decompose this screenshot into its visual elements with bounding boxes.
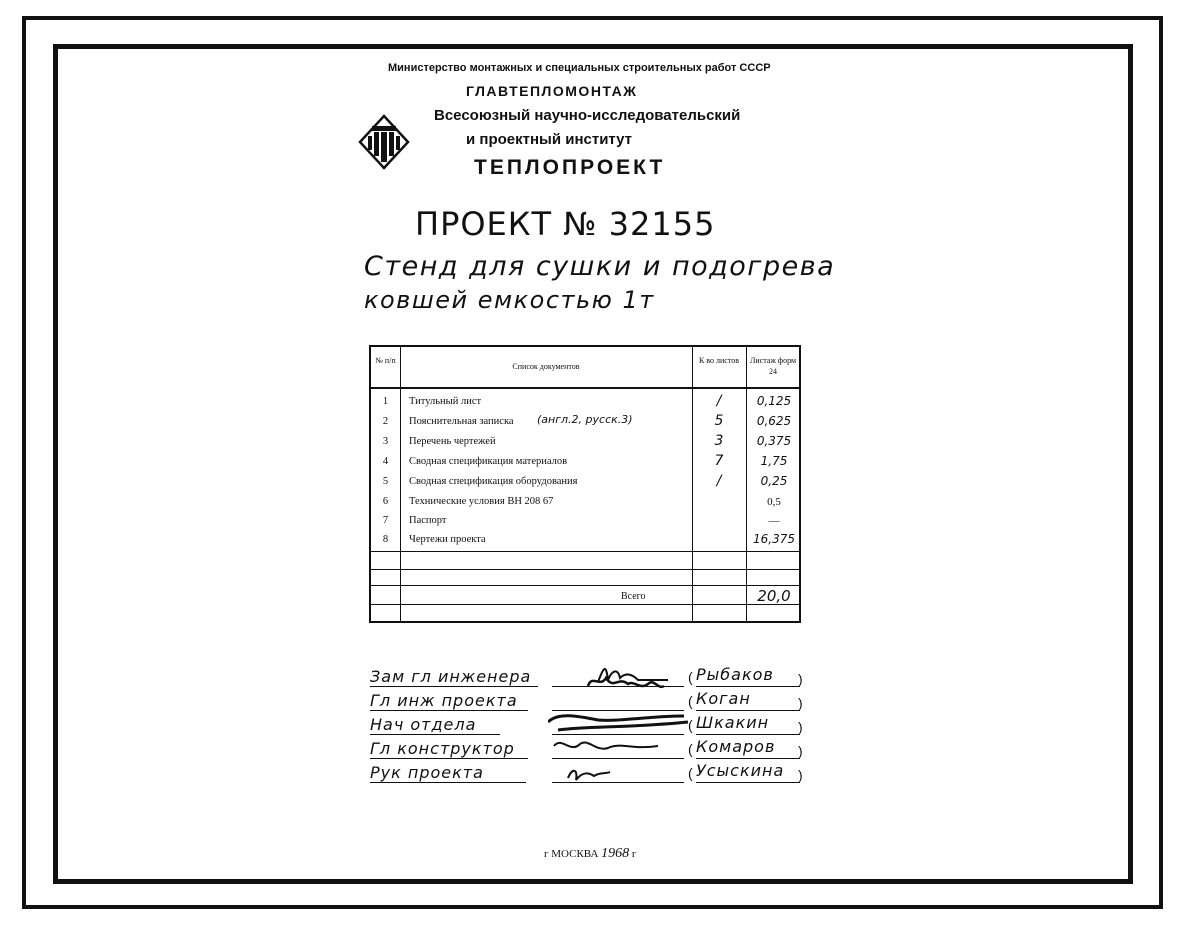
- row-format: 0,25: [760, 474, 788, 488]
- row-number: 1: [382, 396, 389, 407]
- row-divider: [371, 569, 799, 570]
- name-line: [696, 686, 800, 687]
- table-row: [371, 511, 799, 531]
- table-row: [371, 530, 799, 550]
- total-label: Всего: [621, 591, 646, 602]
- paren: (: [688, 717, 693, 733]
- institute-line-1: Всесоюзный научно-исследовательский: [434, 107, 741, 124]
- signatory-name: Усыскина: [696, 761, 785, 780]
- table-row: [371, 472, 799, 492]
- documents-table: [369, 345, 801, 623]
- signature-role: Нач отдела: [370, 715, 477, 734]
- role-underline: [370, 710, 528, 711]
- name-line: [696, 710, 800, 711]
- project-number-value: 32155: [608, 205, 716, 243]
- total-value: 20,0: [757, 587, 791, 605]
- institute-logo-icon: [358, 114, 410, 170]
- project-title-line-1: Стенд для сушки и подогрева: [364, 251, 836, 282]
- ministry-line: Министерство монтажных и специальных строительных работ СССР: [388, 62, 771, 74]
- signatory-name: Комаров: [696, 737, 776, 756]
- table-row: [371, 432, 799, 452]
- paren: ): [798, 671, 803, 687]
- row-divider: [371, 604, 799, 605]
- footer-city: г МОСКВА: [544, 848, 599, 860]
- role-underline: [370, 734, 500, 735]
- paren: (: [688, 669, 693, 685]
- row-number: 3: [382, 436, 389, 447]
- row-divider: [371, 551, 799, 552]
- table-row: [371, 412, 799, 432]
- row-number: 2: [382, 416, 389, 427]
- row-format: 0,5: [767, 496, 781, 508]
- paren: (: [688, 693, 693, 709]
- row-title: Перечень чертежей: [409, 436, 496, 447]
- row-format: 0,375: [756, 434, 792, 448]
- header-num: № п/п: [375, 356, 396, 365]
- row-title: Сводная спецификация оборудования: [409, 476, 578, 487]
- header-docs: Список документов: [512, 362, 580, 371]
- footer-year: 1968: [601, 846, 630, 861]
- row-title: Паспорт: [409, 515, 447, 526]
- header-count: К во листов: [698, 356, 740, 365]
- project-label: ПРОЕКТ: [415, 205, 553, 243]
- row-count: 5: [714, 413, 724, 429]
- row-title: Чертежи проекта: [409, 534, 486, 545]
- number-sign: №: [563, 205, 598, 243]
- signatory-name: Рыбаков: [696, 665, 774, 684]
- name-line: [696, 782, 800, 783]
- signatory-name: Коган: [696, 689, 751, 708]
- row-title: Титульный лист: [409, 396, 482, 407]
- row-format: 0,125: [756, 394, 792, 408]
- role-underline: [370, 782, 526, 783]
- role-underline: [370, 758, 528, 759]
- row-number: 8: [382, 534, 389, 545]
- header-format: Листаж форм 24: [749, 356, 797, 376]
- signature-role: Гл инж проекта: [370, 691, 518, 710]
- signatory-name: Шкакин: [696, 713, 770, 732]
- row-number: 7: [382, 515, 389, 526]
- header-divider: [371, 387, 799, 389]
- table-row: [371, 492, 799, 512]
- row-number: 4: [382, 456, 389, 467]
- paren: ): [798, 719, 803, 735]
- table-row: [371, 392, 799, 412]
- row-count: 7: [714, 453, 724, 469]
- row-title: Сводная спецификация материалов: [409, 456, 568, 467]
- row-number: 6: [382, 496, 389, 507]
- table-row: [371, 452, 799, 472]
- row-number: 5: [382, 476, 389, 487]
- signature-role: Гл конструктор: [370, 739, 515, 758]
- project-title-line-2: ковшей емкостью 1т: [364, 286, 655, 314]
- row-title: Пояснительная записка: [409, 416, 514, 427]
- row-count: /: [716, 393, 722, 409]
- row-count: 3: [714, 433, 724, 449]
- role-underline: [370, 686, 538, 687]
- row-format: 16,375: [753, 532, 795, 546]
- handwritten-signatures-icon: [548, 650, 698, 790]
- signature-role: Рук проекта: [370, 763, 484, 782]
- paren: ): [798, 767, 803, 783]
- project-number: [415, 205, 715, 243]
- paren: (: [688, 765, 693, 781]
- signature-role: Зам гл инженера: [370, 667, 532, 686]
- paren: ): [798, 743, 803, 759]
- row-title: Технические условия ВН 208 67: [409, 496, 554, 507]
- row-note: (англ.2, русск.3): [537, 413, 633, 426]
- footer-place-date: [544, 846, 636, 862]
- paren: ): [798, 695, 803, 711]
- glavk-line: ГЛАВТЕПЛОМОНТАЖ: [466, 83, 638, 99]
- name-line: [696, 734, 800, 735]
- institute-line-2: и проектный институт: [466, 131, 633, 148]
- row-format: 0,625: [756, 414, 792, 428]
- row-format: 1,75: [760, 454, 788, 468]
- footer-year-suffix: г: [631, 848, 637, 860]
- paren: (: [688, 741, 693, 757]
- row-count: /: [716, 473, 722, 489]
- institute-name: ТЕПЛОПРОЕКТ: [474, 156, 666, 179]
- row-divider: [371, 585, 799, 586]
- name-line: [696, 758, 800, 759]
- row-format: —: [768, 515, 780, 527]
